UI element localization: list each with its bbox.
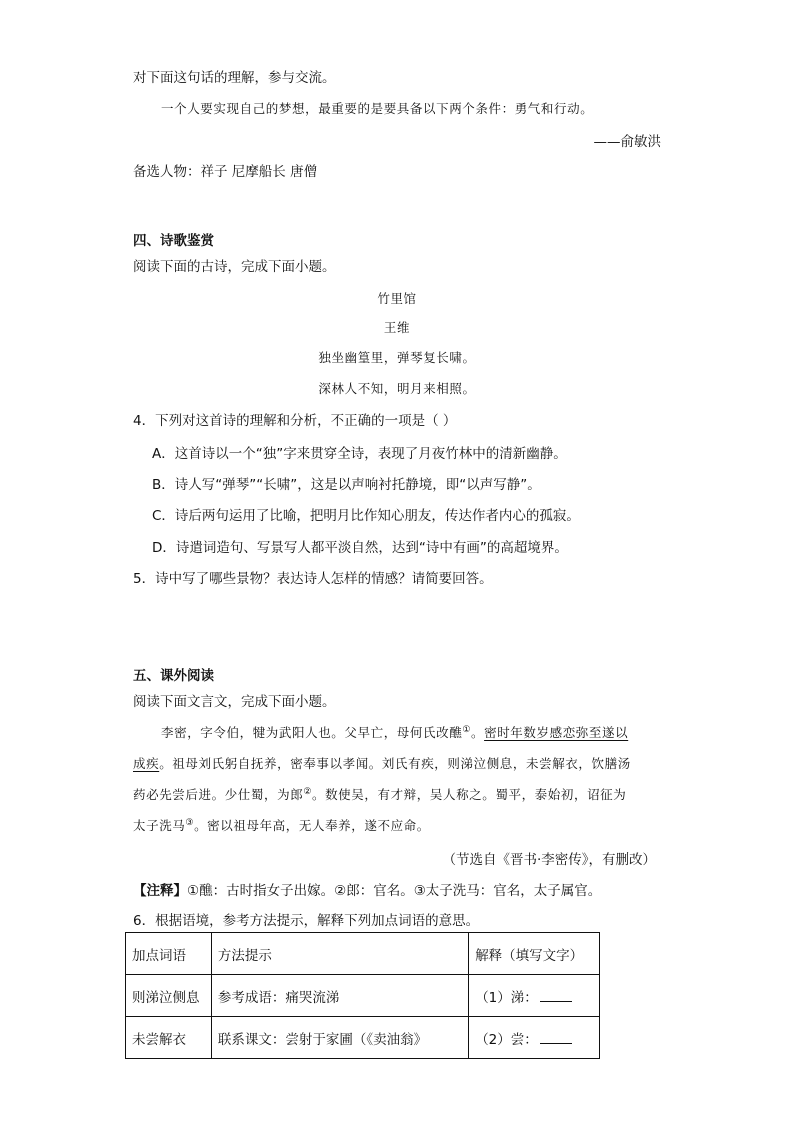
table-cell: 未尝解衣 (126, 1017, 212, 1059)
section5-instruction: 阅读下面文言文，完成下面小题。 (133, 694, 336, 710)
table-header: 方法提示 (211, 933, 468, 975)
question-4-option-a: A．这首诗以一个“独”字来贯穿全诗，表现了月夜竹林中的清新幽静。 (152, 446, 567, 462)
table-cell: 参考成语：痛哭流涕 (211, 975, 468, 1017)
table-cell: 则涕泣侧息 (126, 975, 212, 1017)
table-header-row (126, 933, 600, 975)
passage-line-4: 太子洗马③。密以祖母年高，无人奉养，遂不应命。 (133, 817, 430, 833)
table-row (126, 1017, 600, 1059)
section4-instruction: 阅读下面的古诗，完成下面小题。 (133, 259, 336, 275)
question-6: 6．根据语境，参考方法提示，解释下列加点词语的意思。 (133, 913, 480, 929)
poem-author: 王维 (383, 320, 411, 335)
quote-author: ——俞敏洪 (593, 134, 661, 150)
table-row (126, 975, 600, 1017)
section4-heading: 四、诗歌鉴赏 (133, 233, 214, 249)
answer-blank[interactable] (540, 1031, 572, 1044)
candidate-list: 备选人物：祥子 尼摩船长 唐僧 (133, 164, 318, 180)
table-header: 加点词语 (126, 933, 212, 975)
poem-title: 竹里馆 (377, 291, 417, 306)
section5-heading: 五、课外阅读 (133, 668, 214, 684)
answer-blank[interactable] (540, 989, 572, 1002)
passage-line-1: 李密，字令伯，犍为武阳人也。父早亡，母何氏改醮①。密时年数岁感恋弥至遂以 (161, 724, 629, 740)
question-5: 5．诗中写了哪些景物？表达诗人怎样的情感？请简要回答。 (133, 571, 493, 587)
quote-text: 一个人要实现自己的梦想，最重要的是要具备以下两个条件：勇气和行动。 (161, 101, 594, 116)
intro-line: 对下面这句话的理解，参与交流。 (133, 70, 336, 86)
table-cell-answer: （2）尝： (469, 1017, 600, 1059)
notes-label: 【注释】 (133, 883, 187, 899)
passage-source: （节选自《晋书·李密传》，有删改） (442, 852, 656, 868)
underlined-sentence: 密时年数岁感恋弥至遂以 (484, 725, 629, 740)
poem-line-2: 深林人不知，明月来相照。 (318, 381, 476, 396)
notes: 【注释】①醮：古时指女子出嫁。②郎：官名。③太子洗马：官名，太子属官。 (133, 883, 602, 899)
poem-line-1: 独坐幽篁里，弹琴复长啸。 (318, 350, 476, 365)
question-4-option-c: C．诗后两句运用了比喻，把明月比作知心朋友，传达作者内心的孤寂。 (152, 508, 580, 524)
table-header: 解释（填写文字） (469, 933, 600, 975)
question-4-option-b: B．诗人写“弹琴”“长啸”，这是以声响衬托静境，即“以声写静”。 (152, 477, 541, 493)
method-table (125, 932, 600, 1059)
question-4-stem: 4．下列对这首诗的理解和分析，不正确的一项是（ ） (133, 413, 457, 429)
question-4-option-d: D．诗遣词造句、写景写人都平淡自然，达到“诗中有画”的高超境界。 (152, 540, 568, 556)
passage-line-2: 成疾。祖母刘氏躬自抚养，密奉事以孝闻。刘氏有疾，则涕泣侧息，未尝解衣，饮膳汤 (133, 756, 631, 771)
table-cell-answer: （1）涕： (469, 975, 600, 1017)
passage-line-3: 药必先尝后进。少仕蜀，为郎②。数使吴，有才辩，吴人称之。蜀平，泰始初，诏征为 (133, 786, 627, 802)
table-cell: 联系课文：尝射于家圃（《卖油翁》 (211, 1017, 468, 1059)
